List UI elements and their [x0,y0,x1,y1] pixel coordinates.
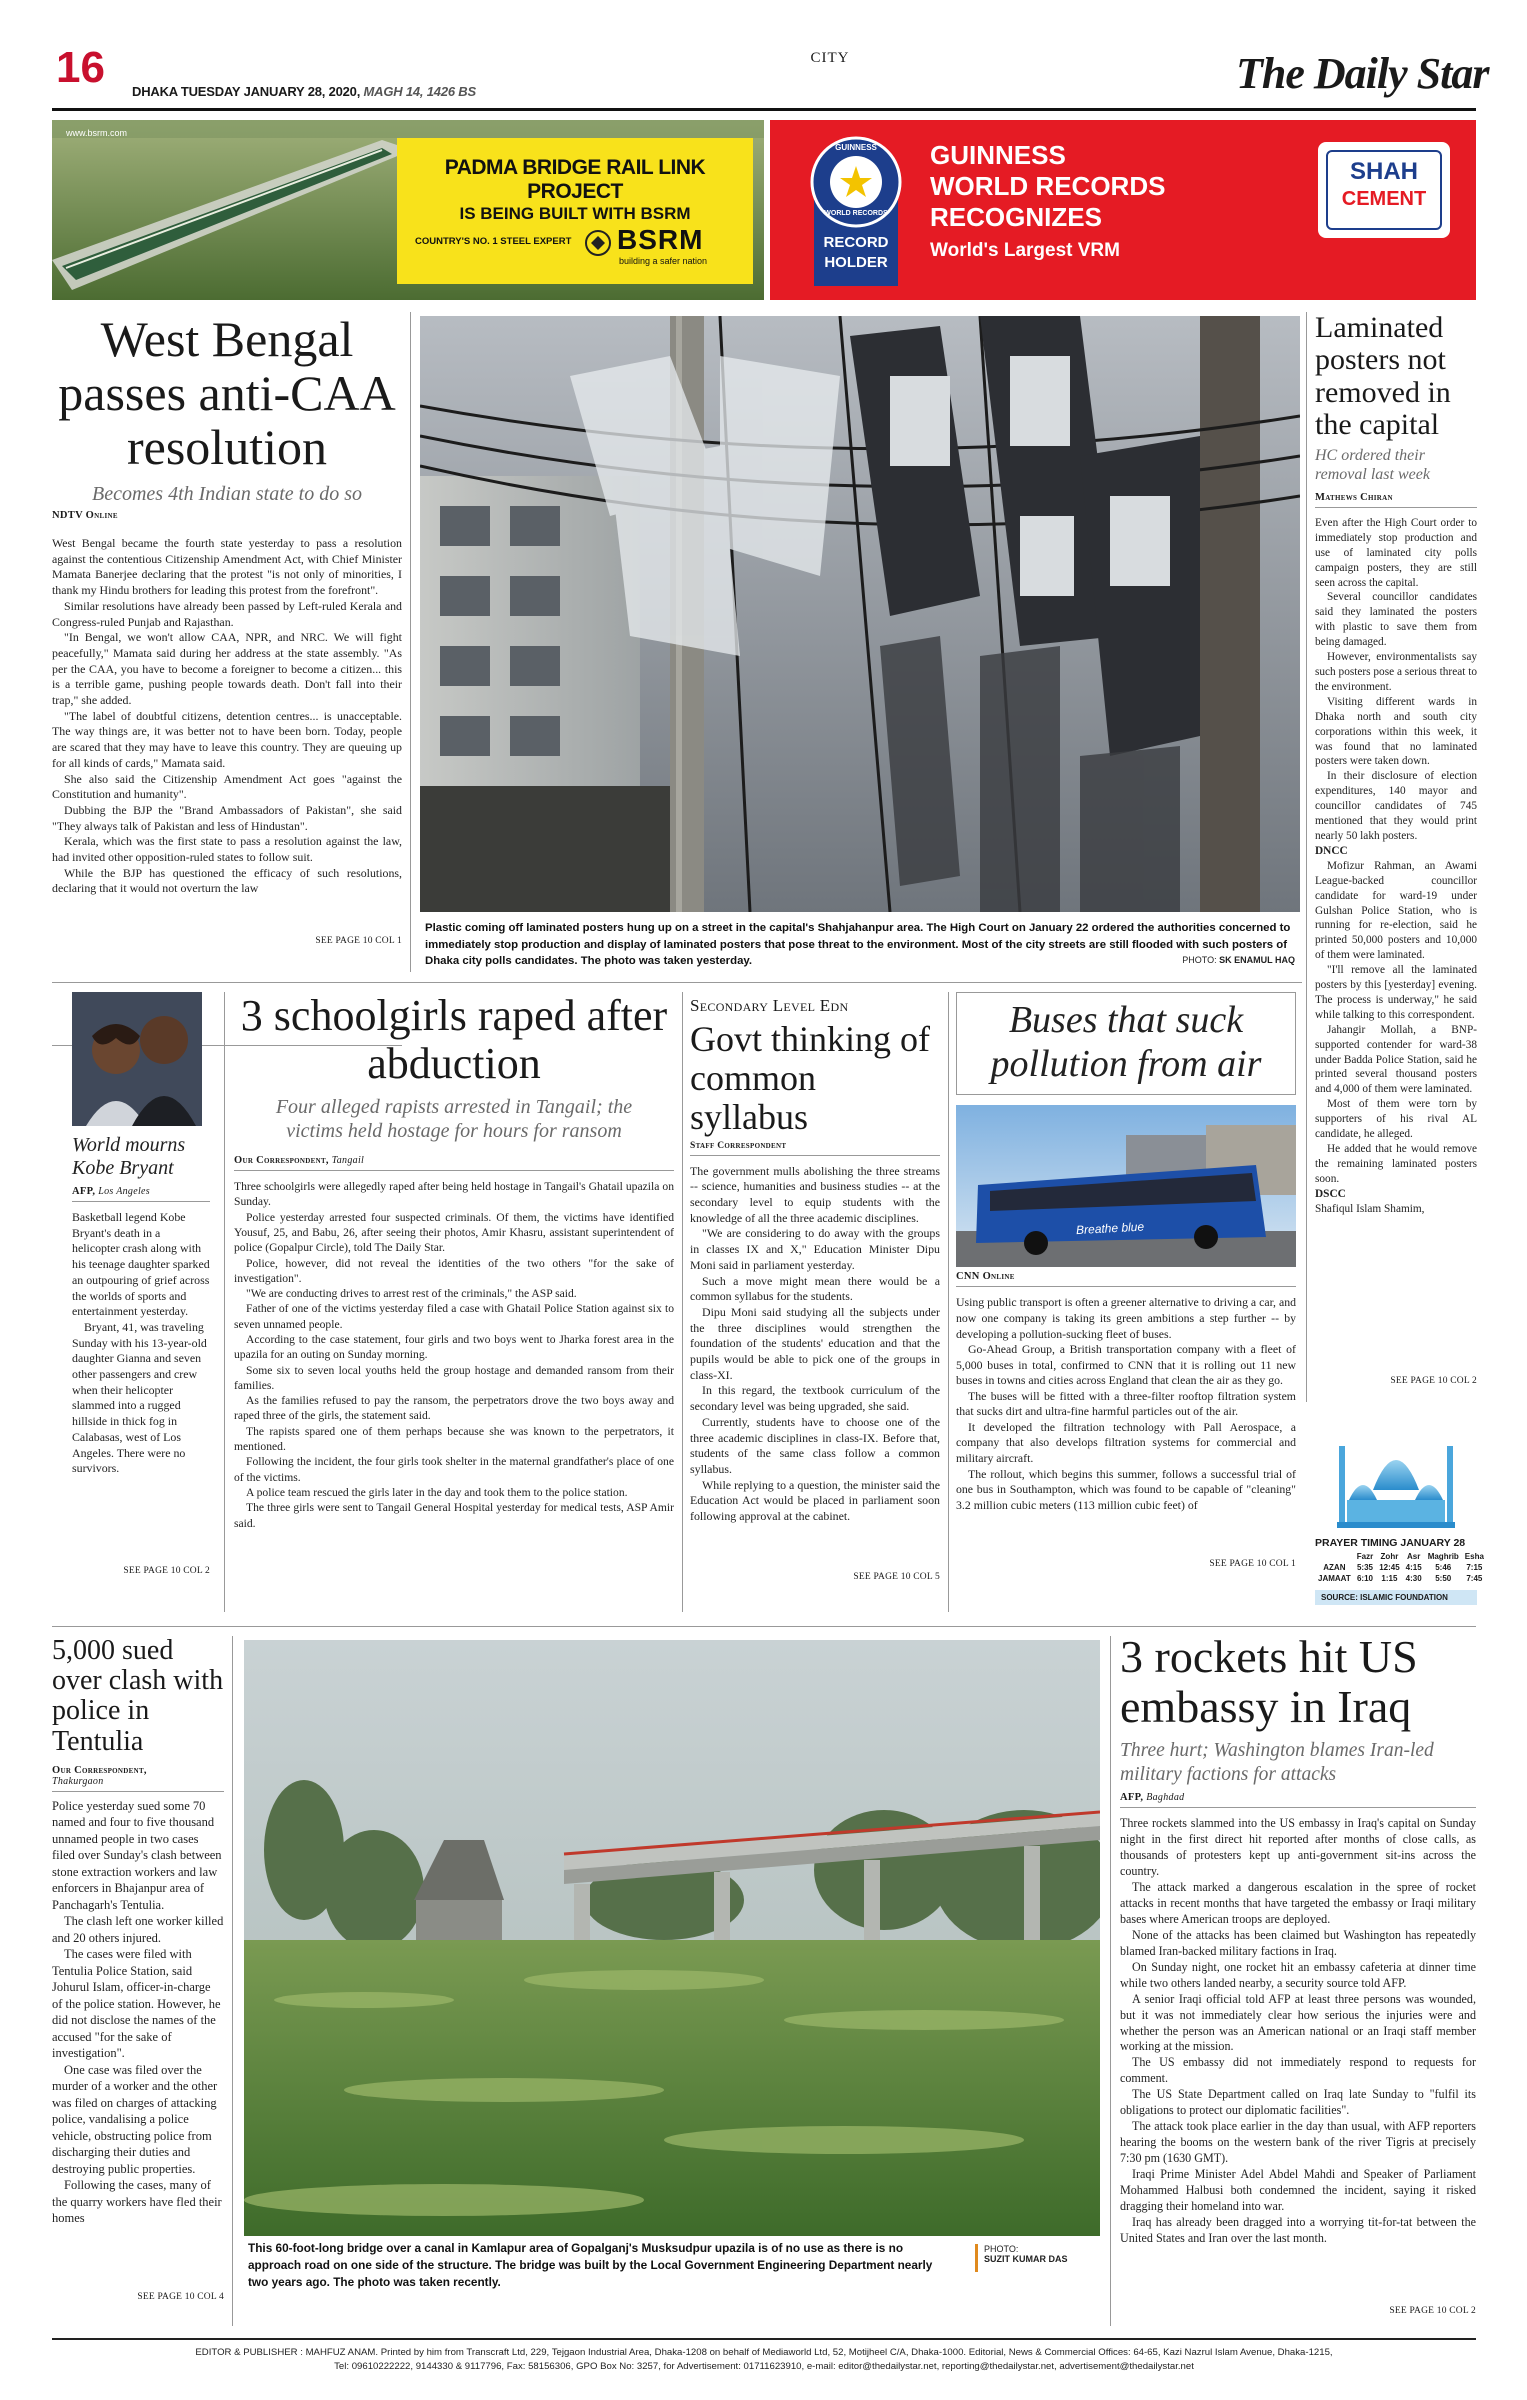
article-body [52,1798,224,2292]
byline-location: Baghdad [1146,1792,1185,1804]
prayer-source: SOURCE: ISLAMIC FOUNDATION [1315,1590,1477,1605]
headline[interactable]: 3 schoolgirls raped after abduction [240,991,668,1088]
subhead: DSCC [1315,1187,1346,1200]
headline[interactable]: 3 rockets hit US embassy in Iraq [1120,1631,1418,1732]
paragraph: Iraqi Prime Minister Adel Abdel Mahdi and Speaker of Parliament Mohammed Halbusi both condemned the incident, saying it risked dragging their homeland into war. [1120,2167,1476,2213]
headline[interactable]: 5,000 sued over clash with police in Tentulia [52,1635,224,1757]
byline-agency: AFP, [72,1186,96,1197]
paragraph: Bryant, 41, was traveling Sunday with his 13-year-old daughter Gianna and seven other passengers and crew when their helicopter slammed into a rugged hillside in thick fog in Calabasas, west of Los Angeles. There were no survivors. [72,1319,207,1476]
paragraph: Even after the High Court order to immediately stop production and use of laminated city polls campaign posters, they are still seen across the capital. [1315,516,1477,589]
paragraph: While the BJP has questioned the efficacy of such resolutions, declaring that it would not overturn the law [52,865,402,896]
credit-name: SK ENAMUL HAQ [1219,955,1295,965]
bsrm-url[interactable]: www.bsrm.com [66,128,128,138]
canal-bridge-image [244,1640,1100,2236]
paragraph: Three rockets slammed into the US embassy in Iraq's capital on Sunday night in the first direct hit reported after months of close calls, as thousands of protesters kept up anti-government sit-ins across the country. [1120,1816,1476,1878]
paragraph: Police, however, did not reveal the identities of the two others "for the sake of investigation". [234,1256,674,1285]
headline[interactable]: Govt thinking of common syllabus [690,1019,930,1137]
headline[interactable]: Buses that suck pollution from air [990,999,1262,1085]
masthead-rule [52,108,1476,111]
story-buses [956,992,1296,1612]
deck: Three hurt; Washington blames Iran-led military factions for attacks [1120,1740,1434,1785]
paragraph: According to the case statement, four girls and two boys went to Jharka forest area in the upazila for an outing on Sunday morning. [234,1333,674,1362]
paragraph: The clash left one worker killed and 20 others injured. [52,1914,224,1945]
byline: Mathews Chiran [1315,491,1393,503]
shah-headline-3: RECOGNIZES [930,202,1102,233]
headline[interactable]: Laminated posters not removed in the capital [1315,311,1451,442]
shah-headline-1: GUINNESS [930,140,1066,170]
paragraph: Jahangir Mollah, a BNP-supported contender for ward-38 under Badda Police Station, said he printed several thousand posters and 4,000 of them were laminated. [1315,1023,1477,1096]
photo-caption: This 60-foot-long bridge over a canal in Kamlapur area of Gopalganj's Musksudpur upazila is of no use as there is no approach road on one side of the structure. The bridge was built by the Local Government Engineering Department nearly two years ago. The photo was taken recently. [248,2241,933,2290]
byline: NDTV Online [52,510,118,521]
paragraph: Several councillor candidates said they laminated the posters with plastic to save them from being damaged. [1315,591,1477,649]
jump-line[interactable]: SEE PAGE 10 COL 4 [137,2291,224,2302]
newspaper-logo[interactable]: The Daily Star [1236,49,1489,98]
imprint-line-1: EDITOR & PUBLISHER : MAHFUZ ANAM. Printed by him from Transcraft Ltd, 229, Tejgaon Industrial Area, Dhaka-1208 on behalf of Mediaworld Ltd, 52, Motijheel C/A, Dhaka-1000. Editorial, News & Commercial Offices: 64-65, Kazi Nazrul Islam Avenue, Dhaka-1215, [195,2347,1333,2358]
bsrm-slogan: building a safer nation [619,256,708,266]
paragraph: Dubbing the BJP the "Brand Ambassadors of Pakistan", she said "They always talk of Pakistan and less of Hindustan". [52,802,402,833]
paragraph: The buses will be fitted with a three-filter rooftop filtration system that sucks dirt and ultra-fine harmful particles out of the air. [956,1388,1296,1419]
shah-brand-1: SHAH [1349,158,1418,185]
byline-agency: Our Correspondent, [234,1155,329,1167]
story-iraq-embassy [1120,1632,1476,2332]
section-name: CITY [810,50,850,66]
poster-photo [420,316,1300,912]
story-schoolgirls [234,992,674,1612]
imprint-line-2: Tel: 09610222222, 9144330 & 9117796, Fax: 58156306, GPO Box No: 3257, for Advertisement: 01711623910, e-mail: editor@thedailystar.net, reporting@thedailystar.net, advertisement@thedailystar.net [334,2360,1194,2372]
prayer-table [1315,1551,1487,1584]
byline-agency: Our Correspondent, [52,1764,147,1776]
paragraph: Police yesterday sued some 70 named and four to five thousand unnamed people in two cases filed over Sunday's clash between stone extraction workers and law enforcers in Bhajanpur area of Panchagarh's Tentulia. [52,1798,222,1912]
article-body [690,1164,940,1572]
record-holder-line2: HOLDER [824,254,888,271]
paragraph: He added that he would remove the remaining laminated posters soon. [1315,1143,1477,1185]
article-body [1315,516,1477,1376]
bsrm-headline-2: IS BEING BUILT WITH BSRM [459,204,691,223]
paragraph: Such a move might mean there would be a common syllabus for the students. [690,1273,940,1304]
paragraph: The government mulls abolishing the three streams -- science, humanities and business studies -- at the secondary level to equip students with the knowledge of all the three academic disciplines. [690,1163,940,1225]
paragraph: While replying to a question, the minister said the Education Act would be placed in parliament soon following approval at the cabinet. [690,1477,940,1524]
shah-headline-2: WORLD RECORDS [930,171,1166,202]
guinness-ring-bottom: WORLD RECORDS [824,210,888,217]
shah-brand-2: CEMENT [1341,188,1427,210]
byline: CNN Online [956,1271,1015,1283]
credit-label: PHOTO: [1182,955,1217,965]
laminated-posters-image [420,316,1300,912]
story-west-bengal [52,312,402,974]
headline[interactable]: World mourns Kobe Bryant [72,1134,186,1179]
dateline-bangla: MAGH 14, 1426 BS [363,84,476,99]
buses-headline-box [956,992,1296,1095]
paragraph: Dipu Moni said studying all the subjects under the three disciplines would strengthen the foundation of the students' education and that the pupils would be able to pick one of the groups in class-XI. [690,1304,940,1382]
paragraph: Kerala, which was the first state to pass a resolution against the law, had invited other opposition-ruled states to follow suit. [52,834,402,865]
paragraph: Following the incident, the four girls took shelter in the maternal grandfather's place of one of the victims. [234,1455,674,1484]
article-body [1120,1816,1476,2306]
byline-location: Thakurgaon [52,1775,104,1787]
paragraph: As the families refused to pay the ransom, the perpetrators drove the two boys away and raped three of the girls, the statement said. [234,1394,674,1423]
paragraph: Three schoolgirls were allegedly raped after being held hostage in Tangail's Ghatail upazila on Sunday. [234,1180,674,1209]
paragraph: Mofizur Rahman, an Awami League-backed councillor candidate for ward-19 under Gulshan Police Station, who is running for re-election, said he printed 50,000 posters and 10,000 of them were laminated. [1315,859,1477,962]
article-body [72,1210,210,1566]
story-tentulia [52,1636,224,2336]
byline [52,1765,224,1787]
kobe-photo [72,992,202,1126]
paragraph: A police team rescued the girls later in the day and took them to the police station. [246,1485,628,1499]
article-body [234,1179,674,1551]
bus-sign: Breathe blue [1075,1219,1145,1238]
bus-photo [956,1105,1296,1267]
paragraph: The attack marked a dangerous escalation in the spree of rocket attacks in recent months that have targeted the embassy or Iraqi military bases where American troops are deployed. [1120,1879,1476,1926]
deck: HC ordered their removal last week [1315,446,1430,483]
record-holder-line1: RECORD [823,234,889,251]
bridge-photo [244,1640,1100,2236]
byline-agency: AFP, [1120,1792,1144,1804]
kobe-image [72,992,202,1126]
bus-image [956,1105,1296,1267]
paragraph: Some six to seven local youths held the group hostage and demanded ransom from their families. [234,1363,674,1392]
dateline [132,84,476,99]
paragraph: The attack took place earlier in the day than usual, with AFP reporters hearing the booms on the western bank of the river Tigris at precisely 7:30 pm (1630 GMT). [1120,2119,1476,2166]
prayer-azan-row: AZAN 5:35 12:45 4:15 5:46 7:15 [1323,1563,1483,1572]
deck: Becomes 4th Indian state to do so [92,483,362,505]
paragraph: The three girls were sent to Tangail General Hospital yesterday for medical tests, ASP Amir said. [234,1501,674,1530]
kicker: Secondary Level Edn [690,996,849,1015]
paragraph: Following the cases, many of the quarry workers have fled their homes [52,2178,222,2226]
deck: Four alleged rapists arrested in Tangail; the victims held hostage for hours for ransom [275,1096,633,1143]
paragraph: None of the attacks has been claimed but Washington has repeatedly blamed Iran-backed military factions in Iraq. [1120,1927,1476,1958]
jump-line[interactable]: SEE PAGE 10 COL 2 [123,1566,210,1576]
story-kobe-bryant [72,992,210,1632]
paragraph: "We are considering to do away with the groups in classes IX and X," Education Minister Dipu Moni said in parliament yesterday. [690,1226,940,1272]
paragraph: However, environmentalists say such posters pose a serious threat to the environment. [1315,651,1477,693]
credit-name: SUZIT KUMAR DAS [984,2254,1068,2264]
guinness-ring-top: GUINNESS [835,143,877,152]
prayer-title: PRAYER TIMING JANUARY 28 [1315,1537,1466,1549]
paragraph: "We are conducting drives to arrest rest of the criminals," the ASP said. [246,1287,577,1301]
shah-headline [930,140,1165,234]
subhead: DNCC [1315,844,1348,857]
paragraph: The rapists spared one of them perhaps because she was known to the perpetrators, it mentioned. [234,1424,674,1454]
paragraph: Shafiqul Islam Shamim, [1315,1202,1425,1215]
credit-bar [975,2244,978,2272]
photo-caption: Plastic coming off laminated posters hung up on a street in the capital's Shahjahanpur area. The High Court on January 22 ordered the authorities concerned to immediately stop production and display of laminated posters that pose threat to the environment. Most of the city streets are still flooded with such posters of Dhaka city polls candidates. The photo was taken yesterday. [425,922,1291,968]
imprint-footer [52,2346,1476,2374]
headline[interactable]: West Bengal passes anti-CAA resolution [58,311,396,475]
byline-location: Los Angeles [98,1186,150,1197]
bsrm-yellow-panel [397,138,753,284]
paragraph: "I'll remove all the laminated posters by this [yesterday] evening. The process is underway," he said while talking to this correspondent. [1315,964,1477,1021]
jump-line[interactable]: SEE PAGE 10 COL 2 [1389,2306,1476,2317]
bsrm-headline-1: PADMA BRIDGE RAIL LINK PROJECT [444,156,706,203]
paragraph: Similar resolutions have already been passed by Left-ruled Kerala and Congress-ruled Punjab and Rajasthan. [52,598,402,629]
page-number: 16 [56,43,105,92]
byline: Staff Correspondent [690,1140,787,1151]
prayer-jamaat-row: JAMAAT 6:10 1:15 4:30 5:50 7:45 [1318,1574,1483,1583]
paragraph: "The label of doubtful citizens, detention centres... is unacceptable. The way things are, it was better not to have been born. Today, people are scared that they may have to leave this country. They are queuing up for all kinds of cards," Mamata said. [52,708,402,770]
byline [1120,1792,1476,1803]
guinness-badge [808,130,904,290]
paragraph: On Sunday night, one rocket hit an embassy cafeteria at dinner time while two others landed nearby, a security source told AFP. [1120,1959,1476,1990]
story-common-syllabus [690,996,940,1612]
paragraph: "In Bengal, we won't allow CAA, NPR, and NRC. We will fight peacefully," Mamata said during her address at the state assembly. "As per the CAA, you have to become a foreigner to become a citizen... this is a terrible game, pushing people towards death. Don't fall into their trap," she added. [52,630,402,708]
paragraph: Go-Ahead Group, a British transportation company with a fleet of 5,000 buses in total, confirmed to CNN that it is rolling out 11 new buses in towns and cities across England that clean the air as they go. [956,1342,1296,1388]
photo-credit [984,2244,1104,2264]
dateline-date: DHAKA TUESDAY JANUARY 28, 2020, [132,84,361,99]
paragraph: Most of them were torn by supporters of his rival AL candidate, he alleged. [1315,1098,1477,1141]
paragraph: West Bengal became the fourth state yesterday to pass a resolution against the contentious Citizenship Amendment Act, with Chief Minister Mamata Banerjee declaring that the protest "is not only of minorities, I thank my Hindu brothers for leading this protest from the forefront". [52,536,402,598]
paragraph: In this regard, the textbook curriculum of the secondary level was being upgraded, she said. [690,1383,940,1414]
paragraph: The cases were filed with Tentulia Police Station, said Johurul Islam, officer-in-charge of the police station. However, he did not disclose the names of the accused "for the sake of investigation". [52,1947,221,2061]
paragraph: Iraq has already been dragged into a worrying tit-for-tat between the United States and Iran over the last month. [1120,2214,1476,2245]
paragraph: Father of one of the victims yesterday filed a case with Ghatail Police Station against six to seven unnamed people. [234,1302,674,1331]
paragraph: It developed the filtration technology with Pall Aerospace, a company that also develops filtration systems for commercial and military aircraft. [956,1419,1296,1465]
jump-line[interactable]: SEE PAGE 10 COL 2 [1390,1375,1477,1386]
paragraph: The US embassy did not immediately respond to requests for comment. [1120,2055,1476,2086]
bsrm-logo-mark-icon [585,230,611,256]
credit-label: PHOTO: [984,2244,1019,2254]
jump-line[interactable]: SEE PAGE 10 COL 5 [853,1571,940,1582]
jump-line[interactable]: SEE PAGE 10 COL 1 [1209,1559,1296,1570]
byline [72,1186,210,1197]
paragraph: The rollout, which begins this summer, follows a successful trial of one bus in Southampton, which was found to be capable of "cleaning" 3.2 million cubic meters (113 million cubic feet) of [956,1466,1296,1512]
article-body [956,1295,1296,1559]
paragraph: In their disclosure of election expenditures, 140 mayor and councillor candidates of 745 mentioned that they would print nearly 50 lakh posters. [1315,770,1477,842]
mosque-icon [1315,1420,1477,1530]
byline [234,1155,674,1166]
shah-cement-ad[interactable] [770,120,1476,300]
prayer-header-row: Fazr Zohr Asr Maghrib Esha [1356,1552,1484,1561]
paragraph: Using public transport is often a greener alternative to driving a car, and now one company is taking its green ambitions a step further -- by developing a pollution-sucking fleet of buses. [956,1295,1296,1341]
bsrm-brand: BSRM [617,224,704,255]
paragraph: A senior Iraqi official told AFP at least three persons was wounded, but it was not immediately clear how serious the injuries were and whether the person was an American national or an Iraqi staff member working at the mission. [1120,1991,1476,2054]
paragraph: Visiting different wards in Dhaka north and south city corporations within this week, it was found that no laminated posters were taken down. [1315,695,1477,768]
bsrm-ad[interactable] [52,120,764,300]
paragraph: One case was filed over the murder of a worker and the other was filed on charges of attacking police, vandalising a police vehicle, obstructing police from discharging their duties and destroying public properties. [52,2062,218,2176]
paragraph: The US State Department called on Iraq late Sunday to "fulfil its obligations to protect our diplomatic facilities". [1120,2087,1476,2118]
paragraph: Police yesterday arrested four suspected criminals. Of them, the victims have identified Yousuf, 25, and Babu, 26, after seeing their photos, Amir Khasru, assistant superintendent of police (Gopalpur Circle), told The Daily Star. [234,1210,674,1255]
paragraph: Basketball legend Kobe Bryant's death in a helicopter crash along with his teenage daughter sparked an outpouring of grief across the worlds of sports and entertainment yesterday. [72,1210,210,1319]
prayer-timing-box [1315,1420,1484,1620]
story-laminated-posters [1315,312,1477,1412]
paragraph: Currently, students have to choose one of the three academic disciplines in class-IX. Before that, students of the same class follow a common syllabus. [690,1414,940,1476]
bsrm-tagline: COUNTRY'S NO. 1 STEEL EXPERT [415,236,572,247]
jump-line[interactable]: SEE PAGE 10 COL 1 [315,936,402,946]
shah-subline: World's Largest VRM [930,240,1120,261]
byline-location: Tangail [331,1155,365,1167]
article-body [52,536,402,936]
shah-cement-logo [1318,142,1450,238]
paragraph: She also said the Citizenship Amendment Act goes "against the Constitution and humanity". [52,771,402,802]
photo-credit [1165,955,1295,965]
